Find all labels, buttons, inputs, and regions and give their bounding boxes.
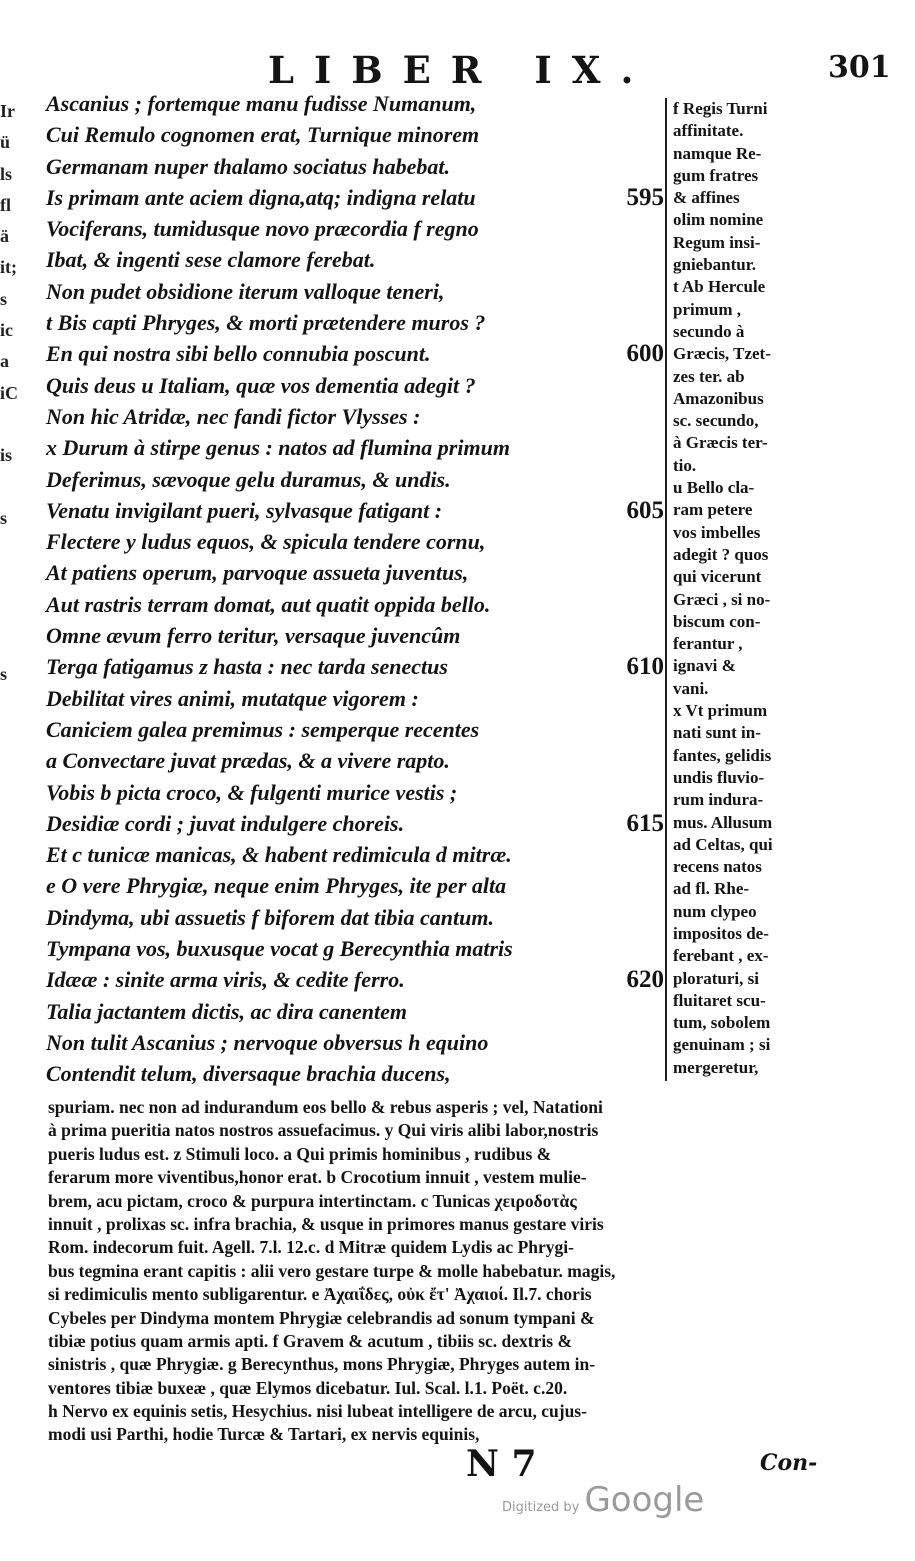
catchword: Con-	[760, 1450, 818, 1476]
marginal-note-line: fluitaret scu-	[673, 990, 766, 1010]
margin-mark: fl	[0, 194, 11, 215]
verse-line	[46, 495, 664, 526]
footnote-line: pueris ludus est. z Stimuli loco. a Qui primis hominibus , rudibus &	[48, 1143, 552, 1164]
margin-mark	[0, 472, 22, 503]
verse-line	[46, 933, 664, 964]
verse-line	[46, 244, 664, 275]
verse-line	[46, 808, 664, 839]
marginal-note-line: à Græcis ter-	[673, 433, 768, 453]
verse-line	[46, 839, 664, 870]
verse-text: Vociferans, tumidusque novo præcordia f regno	[46, 216, 479, 242]
verse-line	[46, 777, 664, 808]
marginal-note-line: qui vicerunt	[673, 567, 762, 587]
verse-line	[46, 714, 664, 745]
margin-mark	[0, 847, 22, 878]
verse-line	[46, 276, 664, 307]
marginal-note-line: ploraturi, si	[673, 968, 759, 988]
margin-mark: Ir	[0, 101, 15, 121]
verse-line	[46, 432, 664, 463]
footnote-line: si redimiculis mento subligarentur. e Ἀχαιΐδες, οὐκ ἔτ' Ἀχαιοί. Il.7. choris	[48, 1284, 592, 1305]
verse-line	[46, 745, 664, 776]
verse-text: Germanam nuper thalamo sociatus habebat.	[46, 153, 451, 179]
verse-line	[46, 651, 664, 682]
verse-text: Venatu invigilant pueri, sylvasque fatigant :	[46, 497, 443, 523]
marginal-note-line: genuinam ; si	[673, 1035, 771, 1055]
marginal-note-line: ram petere	[673, 500, 753, 520]
verse-text: Contendit telum, diversaque brachia ducens,	[46, 1061, 451, 1087]
marginal-note-line: ignavi &	[673, 656, 736, 676]
verse-line	[46, 370, 664, 401]
margin-mark: s	[0, 507, 8, 528]
verse-text: Quis deus u Italiam, quæ vos dementia adegit ?	[46, 372, 476, 398]
verse-text: Debilitat vires animi, mutatque vigorem :	[46, 685, 419, 711]
verse-text: Idææ : sinite arma viris, & cedite ferro.	[46, 967, 405, 993]
footnote-line: brem, acu pictam, croco & purpura intertinctam. c Tunicas χειροδοτὰς	[48, 1190, 577, 1211]
margin-mark: ü	[0, 132, 11, 153]
line-number: 620	[626, 966, 664, 994]
marginal-note-line: Amazonibus	[673, 388, 764, 408]
marginal-note-line: rum indura-	[673, 790, 764, 810]
marginal-note-line: secundo à	[673, 321, 745, 341]
verse-text: Et c tunicæ manicas, & habent redimicula d mitræ.	[46, 842, 512, 868]
margin-mark: ls	[0, 163, 13, 184]
marginal-note-line: zes ter. ab	[673, 366, 745, 386]
marginal-note-line: vos imbelles	[673, 522, 761, 542]
verse-line	[46, 307, 664, 338]
footnote-line: à prima pueritia natos nostros assuefacimus. y Qui viris alibi labor,nostris	[48, 1120, 599, 1141]
margin-mark	[0, 1004, 22, 1035]
marginal-note-line: olim nomine	[673, 210, 764, 230]
verse-line	[46, 151, 664, 182]
verse-line	[46, 964, 664, 995]
marginal-notes	[673, 98, 823, 1079]
marginal-note-line: u Bello cla-	[673, 478, 755, 498]
verse-text: Aut rastris terram domat, aut quatit oppida bello.	[46, 591, 491, 617]
verse-text: e O vere Phrygiæ, neque enim Phryges, ite per alta	[46, 873, 507, 899]
verse-text: Tympana vos, buxusque vocat g Berecynthia matris	[46, 936, 513, 962]
marginal-note-line: ferantur ,	[673, 634, 743, 654]
footnote-line: tibiæ potius quam armis apti. f Gravem & acutum , tibiis sc. dextris &	[48, 1330, 573, 1351]
line-number: 610	[626, 653, 664, 681]
margin-mark: a	[0, 351, 9, 372]
marginal-note-line: affinitate.	[673, 121, 744, 141]
marginal-note-line: ad fl. Rhe-	[673, 879, 750, 899]
verse-text: Ascanius ; fortemque manu fudisse Numanum,	[46, 91, 477, 116]
verse-line	[46, 88, 664, 119]
verse-line	[46, 338, 664, 369]
marginal-note-line: recens natos	[673, 857, 762, 877]
margin-mark	[0, 722, 22, 753]
verse-text: Caniciem galea premimus : semperque recentes	[46, 716, 480, 742]
watermark-prefix: Digitized by	[502, 1500, 580, 1515]
footnote-line: innuit , prolixas sc. infra brachia, & usque in primores manus gestare viris	[48, 1213, 604, 1234]
page-number: 301	[828, 50, 891, 85]
marginal-note-line: x Vt primum	[673, 701, 768, 721]
margin-mark	[0, 409, 22, 440]
marginal-note-line: biscum con-	[673, 611, 761, 631]
verse-text: Desidiæ cordi ; juvat indulgere choreis.	[46, 810, 405, 836]
line-number: 605	[626, 496, 664, 524]
verse-text: Terga fatigamus z hasta : nec tarda senectus	[46, 654, 448, 680]
footnote-line: ferarum more viventibus,honor erat. b Crocotium innuit , vestem mulie-	[48, 1167, 587, 1188]
marginal-note-line: primum ,	[673, 299, 741, 319]
marginal-note-line: num clypeo	[673, 901, 757, 921]
verse-line	[46, 996, 664, 1027]
margin-mark	[0, 1035, 22, 1066]
marginal-note-line: undis fluvio-	[673, 767, 765, 787]
footnote-line: h Nervo ex equinis setis, Hesychius. nisi lubeat intelligere de arcu, cujus-	[48, 1401, 587, 1422]
verse-line	[46, 119, 664, 150]
verse-text: a Convectare juvat prædas, & a vivere rapto.	[46, 748, 450, 774]
footnote-line: bus tegmina erant capitis : alii vero gestare turpe & molle habebatur. magis,	[48, 1260, 616, 1281]
marginal-note-line: nati sunt in-	[673, 723, 761, 743]
verse-text: Vobis b picta croco, & fulgenti murice vestis ;	[46, 779, 458, 805]
margin-mark	[0, 534, 22, 565]
margin-mark: iC	[0, 382, 18, 403]
line-number: 595	[626, 183, 664, 211]
marginal-note-line: & affines	[673, 188, 740, 208]
marginal-note-line: mergeretur,	[673, 1057, 759, 1077]
margin-mark	[0, 753, 22, 784]
verse-text: Cui Remulo cognomen erat, Turnique minorem	[46, 122, 480, 148]
verse-text: Is primam ante aciem digna,atq; indigna relatu	[46, 184, 476, 210]
marginal-note-line: fantes, gelidis	[673, 745, 772, 765]
marginal-note-line: Græci , si no-	[673, 589, 771, 609]
marginal-note-line: t Ab Hercule	[673, 277, 766, 297]
marginal-note-line: impositos de-	[673, 923, 769, 943]
margin-mark: ä	[0, 226, 9, 247]
margin-mark	[0, 691, 22, 722]
verse-line	[46, 213, 664, 244]
marginal-note-line: tum, sobolem	[673, 1013, 771, 1033]
margin-mark	[0, 910, 22, 941]
footnote-line: modi usi Parthi, hodie Turcæ & Tartari, ex nervis equinis,	[48, 1424, 480, 1445]
marginal-note-line: adegit ? quos	[673, 544, 769, 564]
footnote-line: sinistris , quæ Phrygiæ. g Berecynthus, mons Phrygiæ, Phryges autem in-	[48, 1354, 596, 1375]
verse-text: Ibat, & ingenti sese clamore ferebat.	[46, 247, 376, 273]
line-number: 615	[626, 809, 664, 837]
margin-mark	[0, 816, 22, 847]
marginal-note-line: gum fratres	[673, 165, 759, 185]
verse-block	[46, 88, 664, 1090]
margin-mark	[0, 565, 22, 596]
verse-text: Non tulit Ascanius ; nervoque obversus h equino	[46, 1029, 489, 1055]
running-head: LIBER IX.	[268, 48, 654, 92]
marginal-note-line: f Regis Turni	[673, 99, 768, 118]
footnote-line: spuriam. nec non ad indurandum eos bello & rebus asperis ; vel, Natationi	[48, 1097, 603, 1117]
verse-line	[46, 589, 664, 620]
verse-line	[46, 526, 664, 557]
signature-mark: N 7	[466, 1443, 537, 1485]
verse-line	[46, 557, 664, 588]
marginal-note-line: vani.	[673, 678, 709, 698]
watermark-brand: Google	[584, 1480, 705, 1520]
marginal-note-line: ferebant , ex-	[673, 946, 769, 966]
verse-line	[46, 401, 664, 432]
marginal-note-line: sc. secundo,	[673, 411, 759, 431]
verse-line	[46, 464, 664, 495]
verse-text: At patiens operum, parvoque assueta juventus,	[46, 560, 469, 586]
verse-line	[46, 182, 664, 213]
verse-line	[46, 1027, 664, 1058]
verse-line	[46, 1058, 664, 1089]
marginal-note-line: Regum insi-	[673, 232, 761, 252]
verse-line	[46, 902, 664, 933]
margin-mark	[0, 785, 22, 816]
verse-text: Dindyma, ubi assuetis f biforem dat tibia cantum.	[46, 904, 494, 930]
margin-mark: is	[0, 445, 13, 466]
column-rule	[665, 98, 667, 1081]
verse-text: Flectere y ludus equos, & spicula tendere cornu,	[46, 529, 486, 555]
verse-text: Omne ævum ferro teritur, versaque juvencûm	[46, 623, 461, 649]
marginal-note-line: namque Re-	[673, 143, 762, 163]
verse-line	[46, 620, 664, 651]
margin-mark: s	[0, 288, 8, 309]
margin-mark	[0, 878, 22, 909]
digitization-watermark	[502, 1480, 704, 1520]
margin-mark: ic	[0, 320, 13, 341]
marginal-note-line: mus. Allusum	[673, 812, 773, 832]
verse-text: Deferimus, sævoque gelu duramus, & undis.	[46, 466, 451, 492]
verse-text: Non pudet obsidione iterum valloque teneri,	[46, 278, 445, 304]
footnotes	[48, 1096, 816, 1447]
verse-text: x Durum à stirpe genus : natos ad flumina primum	[46, 435, 510, 461]
bleed-through-marks	[0, 96, 22, 1098]
verse-line	[46, 870, 664, 901]
margin-mark: s	[0, 664, 8, 685]
margin-mark	[0, 597, 22, 628]
verse-text: Non hic Atridæ, nec fandi fictor Vlysses :	[46, 403, 421, 429]
marginal-note-line: gniebantur.	[673, 255, 756, 275]
marginal-note-line: tio.	[673, 455, 697, 475]
margin-mark	[0, 1066, 22, 1097]
footnote-line: Rom. indecorum fuit. Agell. 7.l. 12.c. d Mitræ quidem Lydis ac Phrygi-	[48, 1237, 574, 1258]
marginal-note-line: Græcis, Tzet-	[673, 344, 771, 364]
footnote-line: Cybeles per Dindyma montem Phrygiæ celebrandis ad sonum tympani &	[48, 1307, 595, 1328]
margin-mark	[0, 628, 22, 659]
footnote-line: ventores tibiæ buxeæ , quæ Elymos dicebatur. Iul. Scal. l.1. Poët. c.20.	[48, 1377, 568, 1398]
margin-mark	[0, 941, 22, 972]
marginal-note-line: ad Celtas, qui	[673, 834, 773, 854]
verse-text: Talia jactantem dictis, ac dira canentem	[46, 998, 407, 1024]
verse-text: t Bis capti Phryges, & morti prætendere muros ?	[46, 310, 486, 336]
verse-line	[46, 683, 664, 714]
margin-mark: it;	[0, 257, 17, 278]
margin-mark	[0, 972, 22, 1003]
verse-text: En qui nostra sibi bello connubia poscunt.	[46, 341, 431, 367]
line-number: 600	[626, 340, 664, 368]
